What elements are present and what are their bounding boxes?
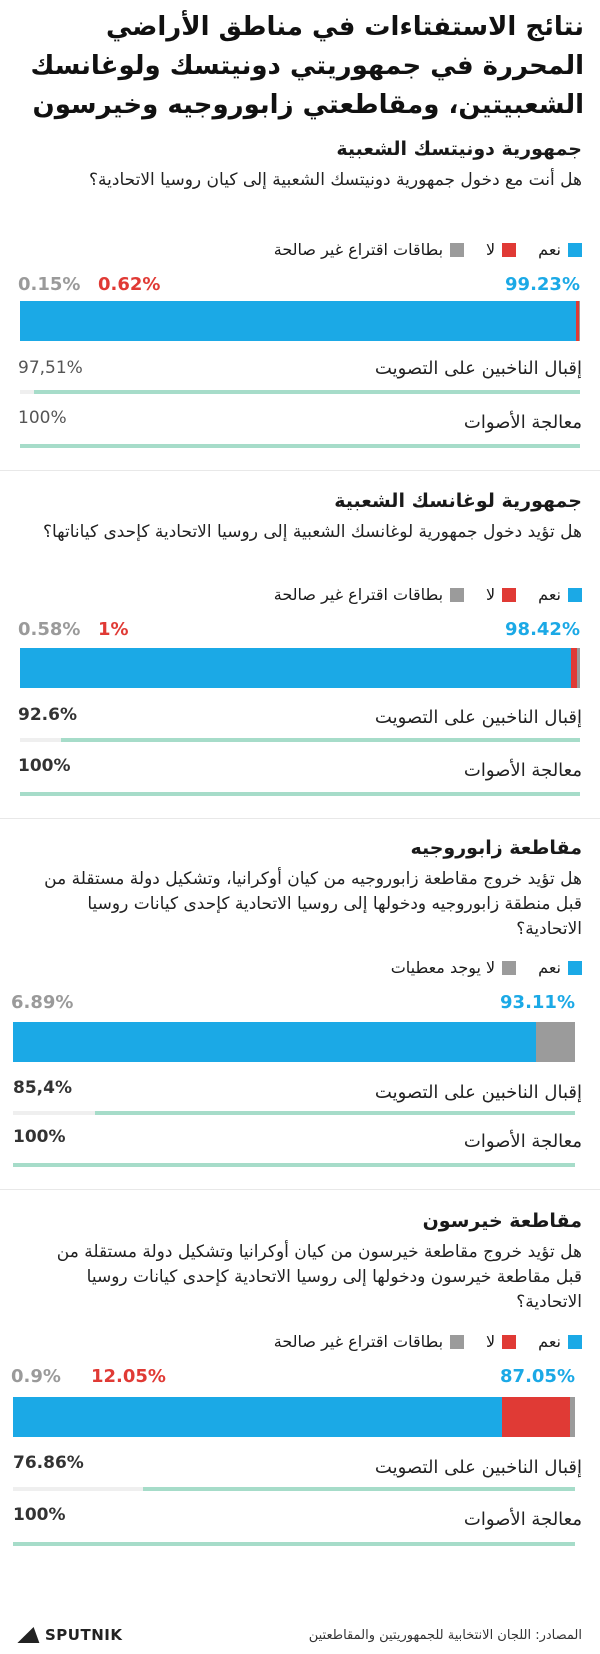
- legend-swatch-yes: [568, 243, 582, 257]
- legend-item-yes: [538, 958, 582, 977]
- section-title: مقاطعة خيرسون: [422, 1210, 582, 1232]
- turnout-track: [13, 1487, 575, 1491]
- legend-swatch-no: [502, 588, 516, 602]
- bar-segment-invalid: [577, 648, 580, 688]
- processed-track: [13, 1163, 575, 1167]
- legend: [274, 1332, 582, 1351]
- turnout-fill: [143, 1487, 575, 1491]
- turnout-track: [13, 1111, 575, 1115]
- legend: [274, 240, 582, 259]
- turnout-value: 85,4%: [13, 1078, 72, 1098]
- processed-track: [20, 792, 580, 796]
- legend-label-invalid: بطاقات اقتراع غير صالحة: [273, 1332, 444, 1351]
- legend-label-yes: نعم: [538, 1332, 561, 1351]
- section-divider: [0, 1189, 600, 1190]
- legend-label-yes: نعم: [538, 585, 561, 604]
- section-title: جمهورية دونيتسك الشعبية: [336, 138, 582, 160]
- section-question: هل أنت مع دخول جمهورية دونيتسك الشعبية إلى كيان روسيا الاتحادية؟: [89, 170, 582, 190]
- processed-fill: [20, 792, 580, 796]
- bar-segment-no: [571, 648, 577, 688]
- stacked-bar: [13, 1397, 575, 1437]
- section-divider: [0, 470, 600, 471]
- turnout-label: إقبال الناخبين على التصويت: [374, 1457, 582, 1478]
- sputnik-logo: [20, 1622, 122, 1648]
- turnout-fill: [61, 738, 580, 742]
- legend-swatch-invalid: [450, 1335, 464, 1349]
- bar-segment-yes: [20, 301, 576, 341]
- legend-label-yes: نعم: [538, 240, 561, 259]
- bar-segment-yes: [13, 1022, 536, 1062]
- legend-swatch-no: [502, 243, 516, 257]
- processed-label: معالجة الأصوات: [463, 412, 582, 433]
- processed-value: 100%: [13, 1505, 66, 1525]
- data-label-invalid: 0.58%: [18, 619, 81, 640]
- legend-item-yes: [538, 585, 582, 604]
- bar-segment-invalid: [579, 301, 580, 341]
- data-label-no: 12.05%: [91, 1366, 166, 1387]
- legend-label-invalid: بطاقات اقتراع غير صالحة: [273, 240, 444, 259]
- processed-value: 100%: [18, 408, 67, 428]
- data-label-yes: 98.42%: [505, 619, 580, 640]
- data-label-invalid: 0.9%: [11, 1366, 61, 1387]
- turnout-label: إقبال الناخبين على التصويت: [374, 1082, 582, 1103]
- stacked-bar: [20, 648, 580, 688]
- legend-label-yes: نعم: [538, 958, 561, 977]
- processed-value: 100%: [13, 1127, 66, 1147]
- source-note: المصادر: اللجان الانتخابية للجمهوريتين والمقاطعتين: [308, 1628, 582, 1643]
- legend-swatch-yes: [568, 961, 582, 975]
- turnout-value: 76.86%: [13, 1453, 84, 1473]
- section-question: هل تؤيد خروج مقاطعة خيرسون من كيان أوكرانيا وتشكيل دولة مستقلة من قبل مقاطعة خيرسون ودخولها إلى روسيا الاتحادية كإحدى كيانات روسيا الاتحادية؟: [56, 1242, 582, 1312]
- processed-label: معالجة الأصوات: [463, 1509, 582, 1530]
- bar-segment-invalid: [570, 1397, 575, 1437]
- turnout-track: [20, 738, 580, 742]
- legend-swatch-invalid: [450, 588, 464, 602]
- legend-item-no: [486, 585, 516, 604]
- processed-track: [13, 1542, 575, 1546]
- turnout-value: 97,51%: [18, 358, 83, 378]
- turnout-fill: [34, 390, 580, 394]
- section-question: هل تؤيد دخول جمهورية لوغانسك الشعبية إلى روسيا الاتحادية كإحدى كياناتها؟: [42, 522, 582, 542]
- legend-swatch-yes: [568, 588, 582, 602]
- data-label-nodata: 6.89%: [11, 992, 74, 1013]
- bar-segment-yes: [20, 648, 571, 688]
- processed-fill: [13, 1163, 575, 1167]
- processed-fill: [13, 1542, 575, 1546]
- processed-value: 100%: [18, 756, 71, 776]
- section-title: جمهورية لوغانسك الشعبية: [334, 490, 582, 512]
- processed-label: معالجة الأصوات: [463, 1131, 582, 1152]
- logo-text: SPUTNIK: [45, 1626, 123, 1644]
- data-label-yes: 99.23%: [505, 274, 580, 295]
- legend-item-no: [486, 1332, 516, 1351]
- legend-item-no: [486, 240, 516, 259]
- sputnik-logo-icon: [17, 1627, 44, 1643]
- legend: [274, 585, 582, 604]
- page-title: نتائج الاستفتاءات في مناطق الأراضي المحررة في جمهوريتي دونيتسك ولوغانسك الشعبيتين، ومقاطعتي زابوروجيه وخيرسون: [30, 12, 584, 120]
- bar-segment-yes: [13, 1397, 502, 1437]
- bar-segment-nodata: [536, 1022, 575, 1062]
- legend-label-no: لا: [486, 1332, 496, 1351]
- legend-label-invalid: بطاقات اقتراع غير صالحة: [273, 585, 444, 604]
- legend-swatch-invalid: [450, 243, 464, 257]
- turnout-fill: [95, 1111, 575, 1115]
- data-label-no: 0.62%: [98, 274, 161, 295]
- legend-item-invalid: [274, 585, 464, 604]
- legend-item-invalid: [274, 240, 464, 259]
- processed-fill: [20, 444, 580, 448]
- processed-label: معالجة الأصوات: [463, 760, 582, 781]
- data-label-yes: 87.05%: [500, 1366, 575, 1387]
- data-label-yes: 93.11%: [500, 992, 575, 1013]
- section-divider: [0, 818, 600, 819]
- legend: [391, 958, 582, 977]
- turnout-value: 92.6%: [18, 705, 77, 725]
- legend-item-yes: [538, 1332, 582, 1351]
- legend-swatch-nodata: [502, 961, 516, 975]
- legend-swatch-yes: [568, 1335, 582, 1349]
- data-label-no: 1%: [98, 619, 129, 640]
- bar-segment-no: [502, 1397, 570, 1437]
- legend-swatch-no: [502, 1335, 516, 1349]
- turnout-label: إقبال الناخبين على التصويت: [374, 707, 582, 728]
- stacked-bar: [20, 301, 580, 341]
- section-title: مقاطعة زابوروجيه: [410, 837, 582, 859]
- legend-item-nodata: [391, 958, 516, 977]
- legend-item-yes: [538, 240, 582, 259]
- turnout-track: [20, 390, 580, 394]
- stacked-bar: [13, 1022, 575, 1062]
- data-label-invalid: 0.15%: [18, 274, 81, 295]
- section-question: هل تؤيد خروج مقاطعة زابوروجيه من كيان أوكرانيا، وتشكيل دولة مستقلة من قبل منطقة زابوروجيه ودخولها إلى روسيا الاتحادية كإحدى كيانات روسيا الاتحادية؟: [44, 869, 582, 939]
- legend-item-invalid: [274, 1332, 464, 1351]
- bar-segment-no: [576, 301, 579, 341]
- legend-label-no: لا: [486, 585, 496, 604]
- legend-label-nodata: لا يوجد معطيات: [390, 958, 496, 977]
- turnout-label: إقبال الناخبين على التصويت: [374, 358, 582, 379]
- processed-track: [20, 444, 580, 448]
- legend-label-no: لا: [486, 240, 496, 259]
